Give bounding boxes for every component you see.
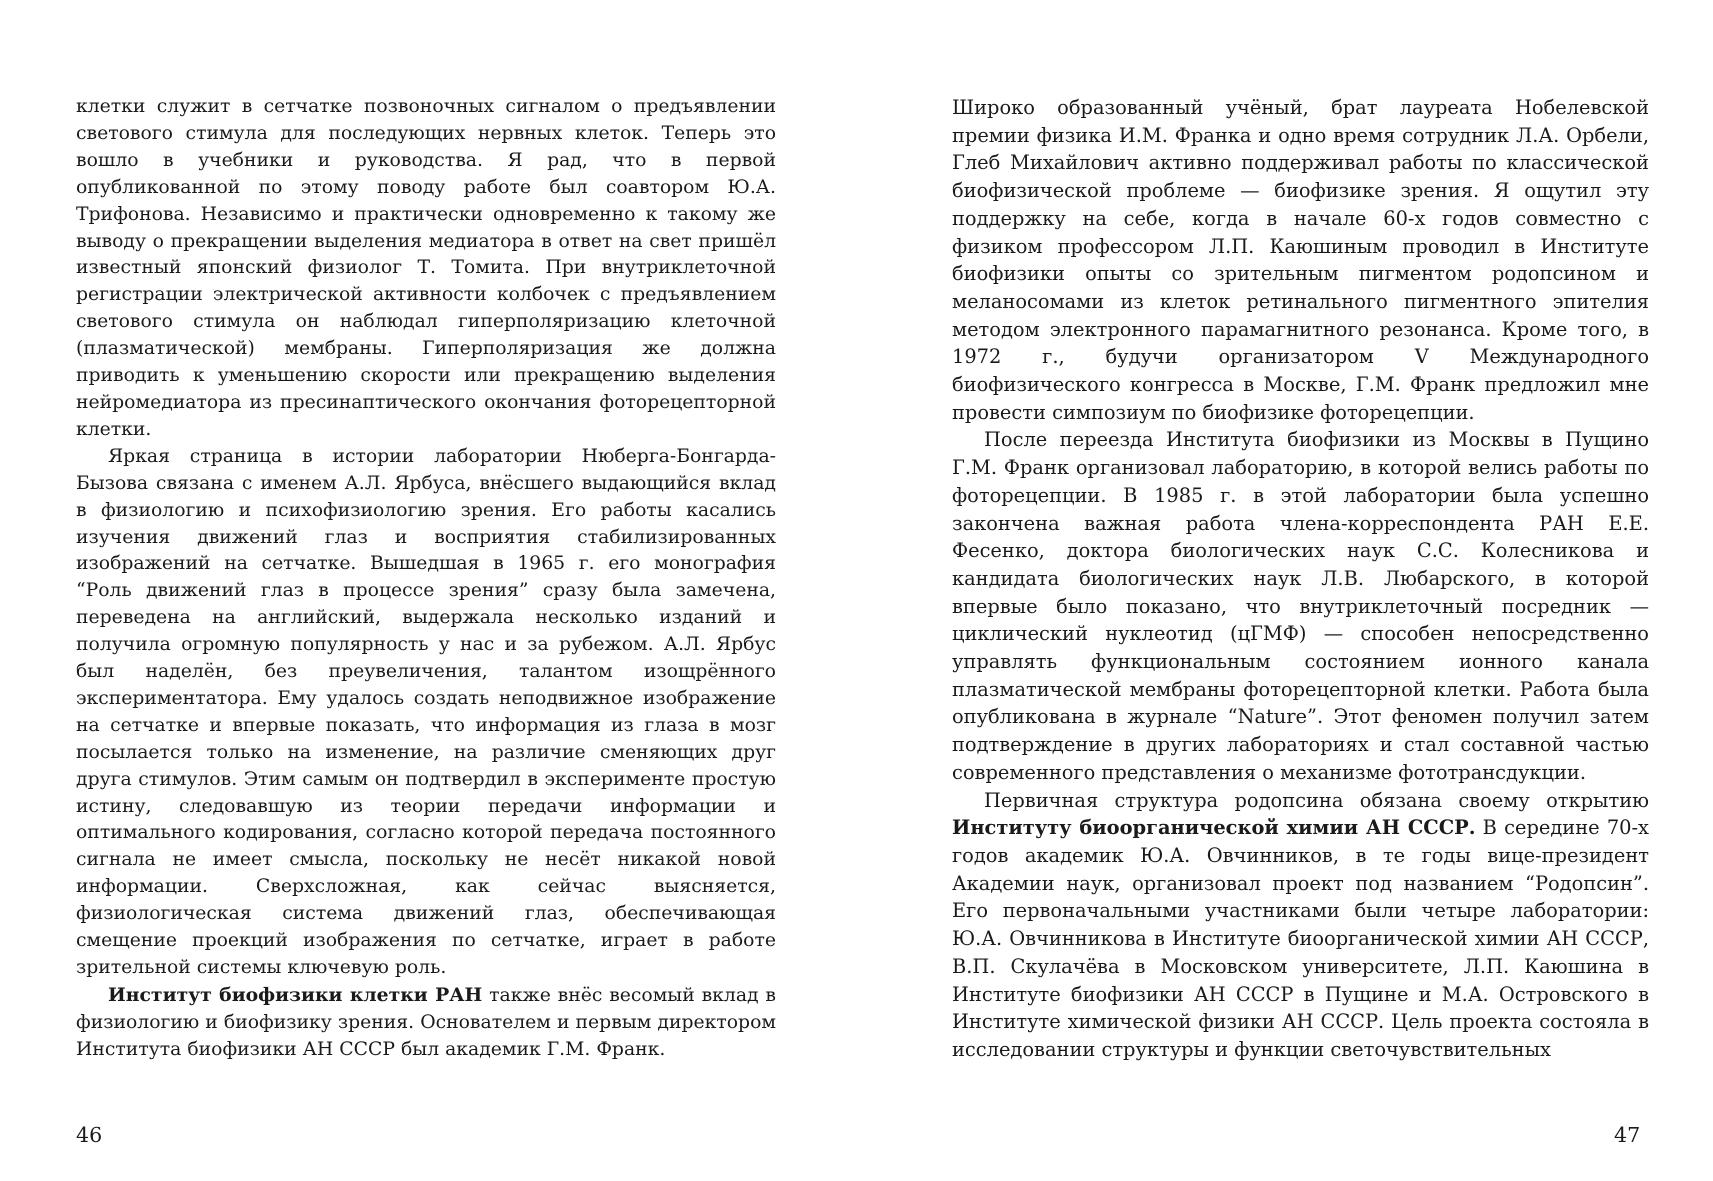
- text-run: клетки служит в сетчатке позвоночных сигналом о предъявлении светового стимула для последующих нервных клеток. Теперь это вошло в учебники и руководства. Я рад, что в первой опубликованной по этому поводу работе был соавтором Ю.А. Трифонова. Независимо и практически одновременно к такому же выводу о прекращении выделения медиатора в ответ на свет пришёл известный японский физиолог Т. Томита. При внутриклеточной регистрации электрической активности колбочек с предъявлением светового стимула он наблюдал гиперполяризацию клеточной (плазматической) мембраны. Гиперполяризация же должна приводить к уменьшению скорости или прекращению выделения нейромедиатора из пресинаптического окончания фоторецепторной клетки.: [76, 96, 776, 440]
- page-number: 46: [76, 1123, 103, 1147]
- left-page: [0, 0, 856, 1181]
- text-run: Первичная структура родопсина обязана своему открытию: [984, 788, 1649, 812]
- text-run: Широко образованный учёный, брат лауреата Нобелевской премии физика И.М. Франка и одно время сотрудник Л.А. Орбели, Глеб Михайлович активно поддерживал работы по классической биофизической проблеме — биофизике зрения. Я ощутил эту поддержку на себе, когда в начале 60-х годов совместно с физиком профессором Л.П. Каюшиным проводил в Институте биофизики опыты со зрительным пигментом родопсином и меланосомами из клеток ретинального пигментного эпителия методом электронного парамагнитного резонанса. Кроме того, в 1972 г., будучи организатором V Международного биофизического конгресса в Москве, Г.М. Франк предложил мне провести симпозиум по биофизике фоторецепции.: [952, 96, 1649, 424]
- paragraph: [952, 426, 1649, 786]
- paragraph: [952, 787, 1649, 1064]
- left-page-text: [76, 94, 776, 1064]
- paragraph: [76, 982, 776, 1064]
- text-run: Яркая страница в истории лаборатории Нюберга-Бонгарда-Бызова связана с именем А.Л. Ярбуса, внёсшего выдающийся вклад в физиологию и психофизиологию зрения. Его работы касались изучения движений глаз и восприятия стабилизированных изображений на сетчатке. Вышедшая в 1965 г. его монография “Роль движений глаз в процессе зрения” сразу была замечена, переведена на английский, выдержала несколько изданий и получила огромную популярность у нас и за рубежом. А.Л. Ярбус был наделён, без преувеличения, талантом изощрённого экспериментатора. Ему удалось создать неподвижное изображение на сетчатке и впервые показать, что информация из глаза в мозг посылается только на изменение, на различие сменяющих друг друга стимулов. Этим самым он подтвердил в эксперименте простую истину, следовавшую из теории передачи информации и оптимального кодирования, согласно которой передача постоянного сигнала не имеет смысла, поскольку не несёт никакой новой информации. Сверхсложная, как сейчас выясняется, физиологическая система движений глаз, обеспечивающая смещение проекций изображения по сетчатке, играет в работе зрительной системы ключевую роль.: [76, 445, 776, 978]
- right-page-text: [952, 94, 1649, 1064]
- page-number: 47: [1614, 1123, 1641, 1147]
- text-run: также внёс весомый вклад в физиологию и биофизику зрения. Основателем и первым директором Института биофизики АН СССР был академик Г.М. Франк.: [76, 984, 776, 1060]
- text-run: В середине 70-х годов академик Ю.А. Овчинников, в те годы вице-президент Академии наук, организовал проект под названием “Родопсин”. Его первоначальными участниками были четыре лаборатории: Ю.А. Овчинникова в Институте биоорганической химии АН СССР, В.П. Скулачёва в Московском университете, Л.П. Каюшина в Институте биофизики АН СССР в Пущине и М.А. Островского в Институте химической физики АН СССР. Цель проекта состояла в исследовании структуры и функции светочувствительных: [952, 816, 1649, 1061]
- bold-institution-name: Институту биоорганической химии АН СССР.: [952, 816, 1476, 840]
- paragraph: [952, 94, 1649, 426]
- text-run: После переезда Института биофизики из Москвы в Пущино Г.М. Франк организовал лабораторию, в которой велись работы по фоторецепции. В 1985 г. в этой лаборатории была успешно закончена важная работа члена-корреспондента РАН Е.Е. Фесенко, доктора биологических наук С.С. Колесникова и кандидата биологических наук Л.В. Любарского, в которой впервые было показано, что внутриклеточный посредник — циклический нуклеотид (цГМФ) — способен непосредственно управлять функциональным состоянием ионного канала плазматической мембраны фоторецепторной клетки. Работа была опубликована в журнале “Nature”. Этот феномен получил затем подтверждение в других лабораториях и стал составной частью современного представления о механизме фототрансдукции.: [952, 428, 1649, 784]
- paragraph: [76, 94, 776, 444]
- paragraph: [76, 444, 776, 982]
- bold-institution-name: Институт биофизики клетки РАН: [108, 983, 483, 1006]
- right-page: [856, 0, 1713, 1181]
